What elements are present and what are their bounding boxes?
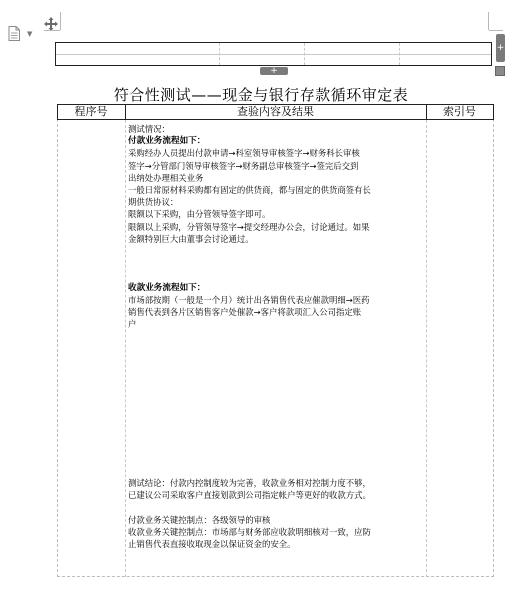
plus-icon: + [496, 43, 505, 53]
add-row-button[interactable] [260, 67, 288, 75]
content-line [128, 501, 424, 513]
table-column-divider [399, 43, 400, 65]
section-heading: 付款业务流程如下： [128, 136, 206, 147]
content-line: 金额特别巨大由董事会讨论通过。 [128, 233, 254, 244]
content-line [128, 391, 424, 403]
header-inspection-content: 查验内容及结果 [237, 105, 314, 118]
content-line: 销售代表到各片区销售客户处催款→客户将款项汇入公司指定账 [128, 307, 362, 318]
content-line [128, 416, 424, 428]
table-column-divider [219, 43, 220, 65]
header-procedure-number: 程序号 [74, 105, 108, 118]
table-header-border [57, 119, 494, 120]
content-line: 一般日常原材料采购都有固定的供货商，都与固定的供货商签有长 [128, 185, 371, 196]
table-column-divider [426, 120, 427, 577]
content-line: 测试情况： [128, 124, 170, 134]
content-line [128, 245, 424, 257]
content-line: 收款业务关键控制点：市场部与财务部应收款明细核对一致，应防 [128, 526, 371, 537]
header-index-number: 索引号 [443, 105, 476, 118]
content-line: 采购经办人员提出付款申请→科室领导审核签字→财务科长审核 [128, 148, 360, 159]
table-row-divider [56, 54, 491, 55]
content-line: 止销售代表直接收取现金以保证资金的安全。 [128, 538, 296, 549]
content-line [128, 269, 424, 281]
document-title: 符合性测试——现金与银行存款循环审定表 [113, 86, 409, 104]
margin-marker [488, 12, 489, 30]
content-line: 户 [128, 319, 137, 330]
document-icon[interactable] [8, 26, 20, 41]
content-line: 出纳处办理相关业务 [128, 172, 204, 183]
content-line [128, 257, 424, 269]
margin-marker [489, 30, 503, 31]
content-line: 已建议公司采取客户直接划款到公司指定帐户等更好的收款方式。 [128, 490, 371, 501]
content-line [128, 428, 424, 440]
content-line: 测试结论：付款内控制度较为完善，收款业务相对控制力度不够， [128, 477, 371, 488]
chevron-down-icon[interactable]: ▼ [27, 30, 33, 38]
content-line: 期供货协议： [128, 197, 179, 208]
content-line [128, 465, 424, 477]
content-line [128, 452, 424, 464]
content-line: 签字→分管部门领导审核签字→财务副总审核签字→签完后交到 [128, 160, 359, 171]
content-line [128, 355, 424, 367]
content-line [128, 330, 424, 342]
margin-marker [60, 12, 61, 30]
inspection-content-cell[interactable] [128, 123, 424, 550]
content-line [128, 440, 424, 452]
move-table-icon[interactable] [44, 17, 58, 31]
table-column-divider [493, 104, 494, 120]
content-line: 付款业务关键控制点：各级领导的审核 [128, 514, 271, 525]
section-heading: 收款业务流程如下： [128, 282, 206, 293]
content-line [128, 343, 424, 355]
content-line: 限额以下采购，由分管领导签字即可。 [128, 209, 271, 220]
margin-marker [44, 30, 60, 31]
empty-table[interactable] [55, 42, 492, 66]
content-line [128, 379, 424, 391]
add-column-button[interactable] [496, 34, 505, 62]
table-resize-handle[interactable] [495, 66, 505, 76]
table-column-divider [125, 120, 126, 577]
content-line [128, 367, 424, 379]
content-line: 限额以上采购，分管领导签字→提交经理办公会，讨论通过。如果 [128, 221, 370, 232]
audit-table[interactable] [57, 104, 494, 577]
content-line: 市场部按期（一般是一个月）统计出各销售代表应催款明细→医药 [128, 294, 370, 305]
plus-icon: + [270, 66, 278, 76]
content-line [128, 404, 424, 416]
table-column-divider [304, 43, 305, 65]
